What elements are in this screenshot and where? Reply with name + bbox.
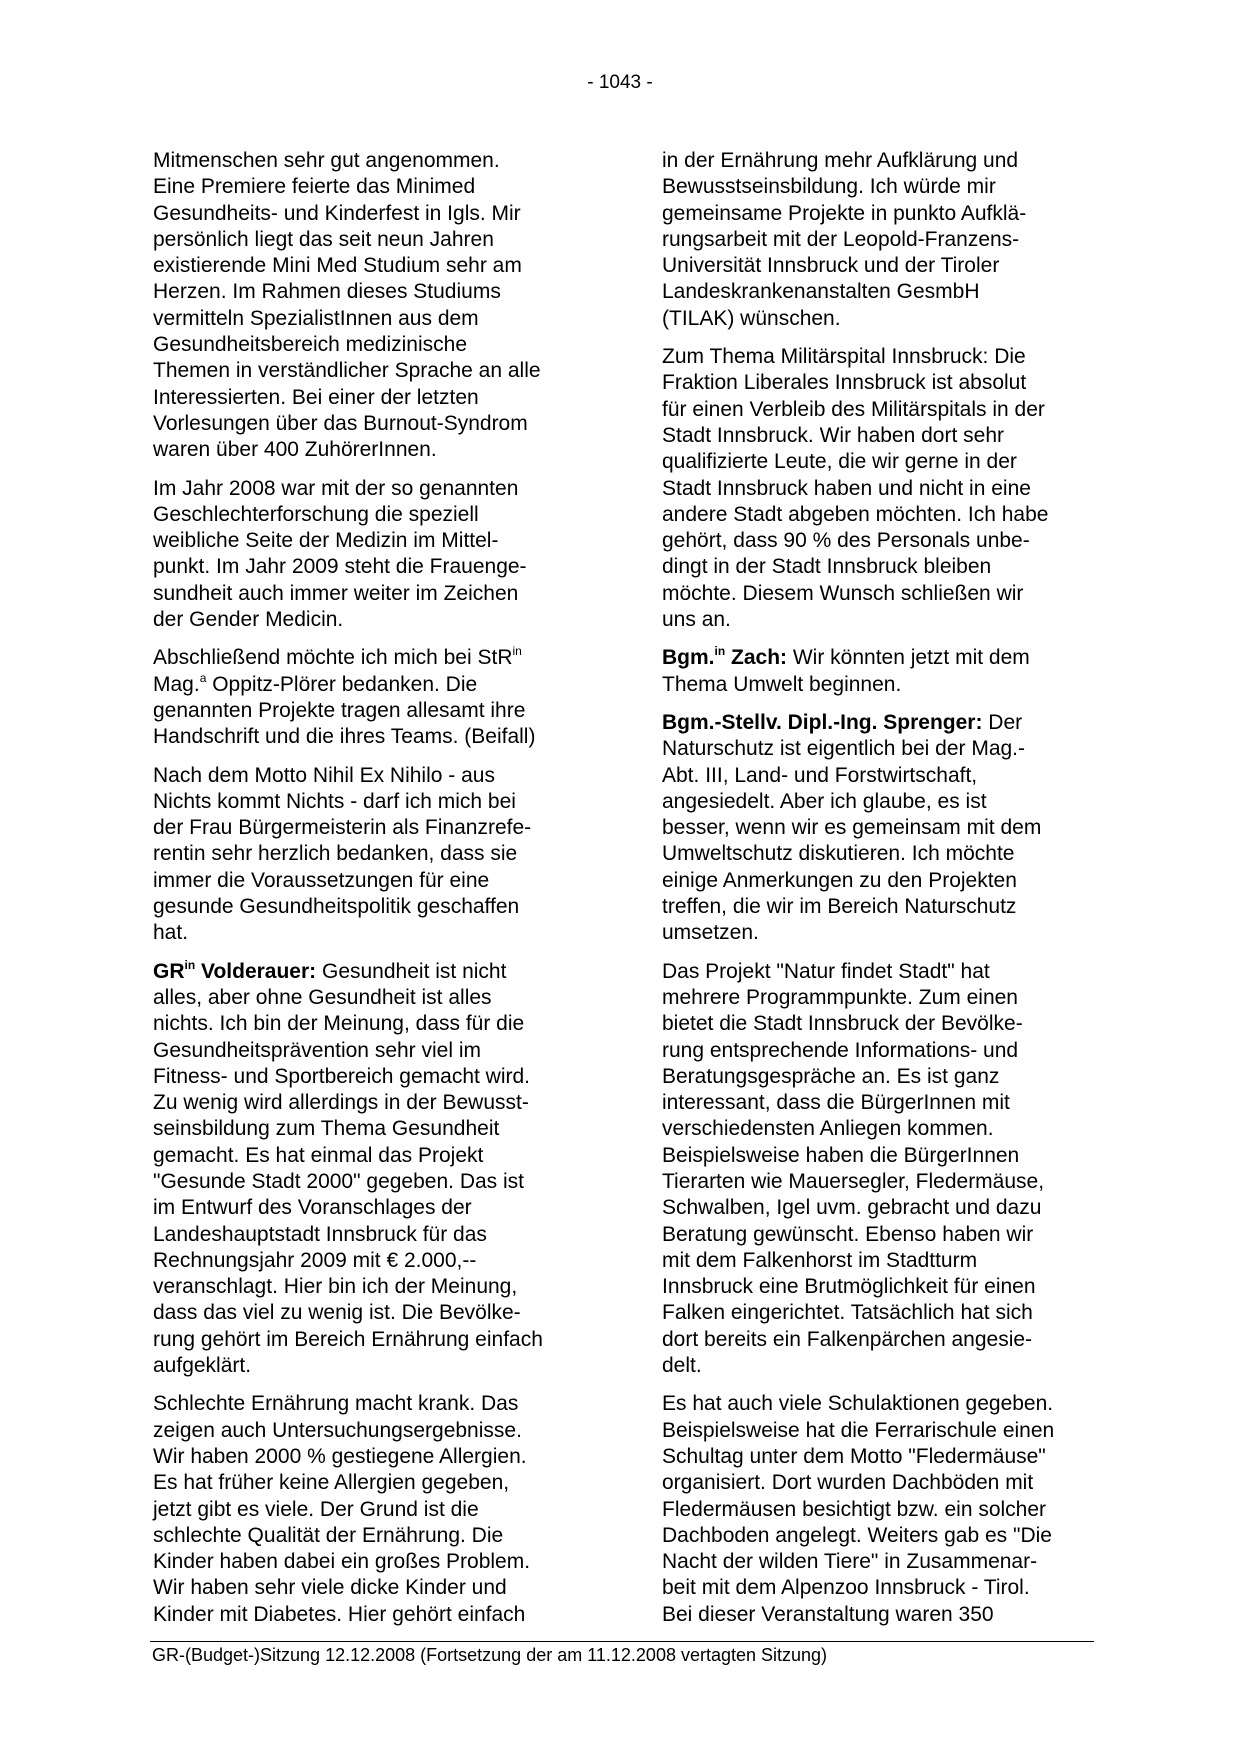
paragraph: Das Projekt "Natur findet Stadt" hat mehrere Programmpunkte. Zum einen bietet die Stadt Innsbruck der Bevölke- rung entsprechende Informations- und Beratungsgespräche an. Es ist ganz interessant, dass die BürgerInnen mit verschiedensten Anliegen kommen. Beispielsweise haben die BürgerInnen Tierarten wie Mauersegler, Fledermäuse, Schwalben, Igel uvm. gebracht und dazu Beratung gewünscht. Ebenso haben wir mit dem Falkenhorst im Stadtturm Innsbruck eine Brutmöglichkeit für einen Falken eingerichtet. Tatsächlich hat sich dort bereits ein Falkenpärchen angesie- delt. xyxy=(662,959,1045,1378)
paragraph: Es hat auch viele Schulaktionen gegeben. Beispielsweise hat die Ferrarischule einen Schultag unter dem Motto "Fledermäuse" organisiert. Dort wurden Dachböden mit Fledermäusen besichtigt bzw. ein solcher Dachboden angelegt. Weiters gab es "Die Nacht der wilden Tiere" in Zusammenar- beit mit dem Alpenzoo Innsbruck - Tirol. Bei dieser Veranstaltung waren 350 xyxy=(662,1392,1055,1626)
speaker-name: Bgm.-Stellv. Dipl.-Ing. Sprenger: xyxy=(662,710,983,734)
page-number: - 1043 - xyxy=(587,72,653,93)
paragraph: Im Jahr 2008 war mit der so genannten Geschlechterforschung die speziell weibliche Seite der Medizin im Mittel- punkt. Im Jahr 2009 steht die Frauenge- sundheit auch immer weiter im Zeichen der Gender Medicin. xyxy=(153,476,527,632)
speaker-paragraph: Bgm.-Stellv. Dipl.-Ing. Sprenger: Der Naturschutz ist eigentlich bei der Mag.- Abt. III, Land- und Forstwirtschaft, angesiedelt. Aber ich glaube, es ist besser, wenn wir es gemeinsam mit dem Umweltschutz diskutieren. Ich möchte einige Anmerkungen zu den Projekten treffen, die wir im Bereich Naturschutz umsetzen. xyxy=(662,710,1042,945)
footer-divider xyxy=(150,1641,1094,1642)
left-column xyxy=(153,148,591,1640)
paragraph: Abschließend möchte ich mich bei StR$^{in}$ Mag.$^a$ Oppitz-Plörer bedanken. Die genannten Projekte tragen allesamt ihre Handschrift und die ihres Teams. (Beifall) xyxy=(153,644,536,749)
paragraph: Mitmenschen sehr gut angenommen. Eine Premiere feierte das Minimed Gesundheits- und Kinderfest in Igls. Mir persönlich liegt das seit neun Jahren existierende Mini Med Studium sehr am Herzen. Im Rahmen dieses Studiums vermitteln SpezialistInnen aus dem Gesundheitsbereich medizinische Themen in verständlicher Sprache an alle Interessierten. Bei einer der letzten Vorlesungen über das Burnout-Syndrom waren über 400 ZuhörerInnen. xyxy=(153,149,541,462)
paragraph: Zum Thema Militärspital Innsbruck: Die Fraktion Liberales Innsbruck ist absolut für einen Verbleib des Militärspitals in der Stadt Innsbruck. Wir haben dort sehr qualifizierte Leute, die wir gerne in der Stadt Innsbruck haben und nicht in eine andere Stadt abgeben möchten. Ich habe gehört, dass 90 % des Personals unbe- dingt in der Stadt Innsbruck bleiben möchte. Diesem Wunsch schließen wir uns an. xyxy=(662,345,1049,632)
speaker-name: Bgm.$^{in}$ Zach: xyxy=(662,644,788,670)
speaker-paragraph: $GR^{in}$ Volderauer: Gesundheit ist nicht alles, aber ohne Gesundheit ist alles nichts. Ich bin der Meinung, dass für die Gesundheitsprävention sehr viel im Fitness- und Sportbereich gemacht wird. Zu wenig wird allerdings in der Bewusst- seinsbildung zum Thema Gesundheit gemacht. Es hat einmal das Projekt "Gesunde Stadt 2000" gegeben. Das ist im Entwurf des Voranschlages der Landeshauptstadt Innsbruck für das Rechnungsjahr 2009 mit € 2.000,-- veranschlagt. Hier bin ich der Meinung, dass das viel zu wenig ist. Die Bevölke- rung gehört im Bereich Ernährung einfach aufgeklärt. xyxy=(153,957,543,1378)
footer-text: GR-(Budget-)Sitzung 12.12.2008 (Fortsetzung der am 11.12.2008 vertagten Sitzung) xyxy=(152,1645,828,1665)
paragraph: Nach dem Motto Nihil Ex Nihilo - aus Nichts kommt Nichts - darf ich mich bei der Frau Bürgermeisterin als Finanzrefe- rentin sehr herzlich bedanken, dass sie immer die Voraussetzungen für eine gesunde Gesundheitspolitik geschaffen hat. xyxy=(153,763,532,945)
paragraph: in der Ernährung mehr Aufklärung und Bewusstseinsbildung. Ich würde mir gemeinsame Projekte in punkto Aufklä- rungsarbeit mit der Leopold-Franzens- Universität Innsbruck und der Tiroler Landeskrankenanstalten GesmbH (TILAK) wünschen. xyxy=(662,149,1027,330)
paragraph: Schlechte Ernährung macht krank. Das zeigen auch Untersuchungsergebnisse. Wir haben 2000 % gestiegene Allergien. Es hat früher keine Allergien gegeben, jetzt gibt es viele. Der Grund ist die schlechte Qualität der Ernährung. Die Kinder haben dabei ein großes Problem. Wir haben sehr viele dicke Kinder und Kinder mit Diabetes. Hier gehört einfach xyxy=(153,1392,531,1626)
speaker-paragraph: Bgm.$^{in}$ Zach: Wir könnten jetzt mit dem Thema Umwelt beginnen. xyxy=(662,644,1030,696)
speaker-name: $GR^{in}$ Volderauer: xyxy=(153,957,317,983)
right-column xyxy=(662,148,1100,1640)
